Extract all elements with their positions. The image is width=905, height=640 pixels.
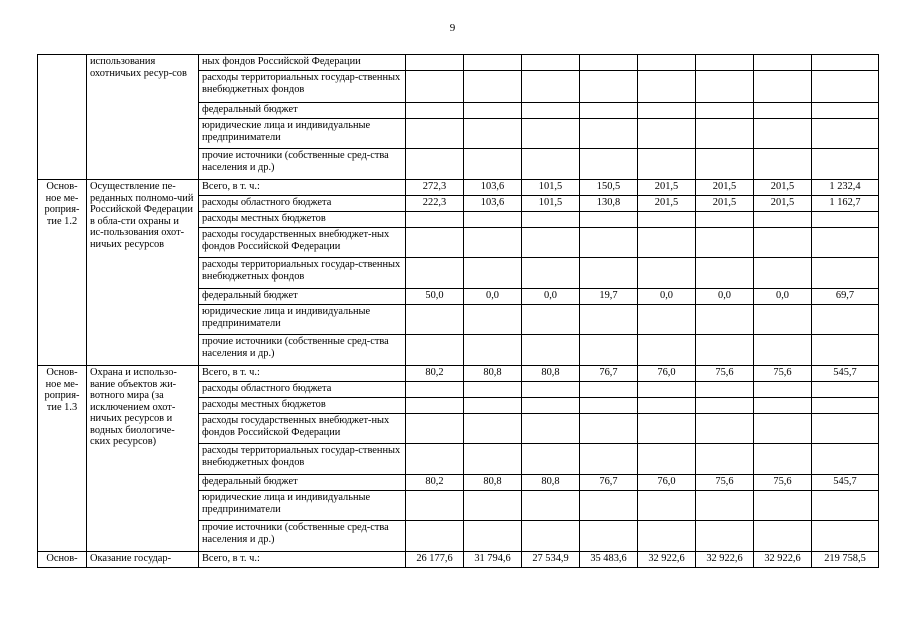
value-cell — [754, 305, 812, 335]
value-cell — [464, 398, 522, 414]
value-cell — [696, 521, 754, 552]
value-cell — [406, 119, 464, 149]
value-cell — [464, 305, 522, 335]
value-cell: 76,0 — [638, 475, 696, 491]
value-cell — [696, 414, 754, 444]
value-cell: 219 758,5 — [812, 552, 879, 568]
funding-source-label: расходы территориальных государ-ственных внебюджетных фондов — [199, 71, 406, 103]
value-cell: 201,5 — [696, 180, 754, 196]
value-cell — [812, 228, 879, 258]
value-cell: 545,7 — [812, 475, 879, 491]
value-cell — [580, 228, 638, 258]
value-cell — [464, 103, 522, 119]
activity-code-cell: Основ- — [38, 552, 87, 568]
funding-source-label: ных фондов Российской Федерации — [199, 55, 406, 71]
value-cell: 150,5 — [580, 180, 638, 196]
value-cell — [580, 305, 638, 335]
value-cell — [754, 228, 812, 258]
value-cell: 76,7 — [580, 475, 638, 491]
value-cell — [406, 382, 464, 398]
value-cell — [812, 305, 879, 335]
value-cell — [522, 119, 580, 149]
value-cell — [406, 103, 464, 119]
value-cell: 35 483,6 — [580, 552, 638, 568]
value-cell: 103,6 — [464, 180, 522, 196]
funding-source-label: прочие источники (собственные сред-ства населения и др.) — [199, 149, 406, 180]
value-cell — [464, 55, 522, 71]
value-cell — [638, 444, 696, 475]
value-cell — [638, 398, 696, 414]
value-cell — [754, 149, 812, 180]
value-cell — [464, 491, 522, 521]
table-row — [38, 366, 879, 382]
value-cell — [406, 228, 464, 258]
value-cell — [464, 382, 522, 398]
value-cell — [522, 228, 580, 258]
value-cell: 69,7 — [812, 289, 879, 305]
value-cell — [522, 521, 580, 552]
value-cell — [464, 212, 522, 228]
value-cell — [406, 55, 464, 71]
value-cell — [464, 521, 522, 552]
value-cell — [638, 414, 696, 444]
value-cell — [754, 491, 812, 521]
value-cell: 130,8 — [580, 196, 638, 212]
value-cell — [522, 149, 580, 180]
value-cell — [696, 103, 754, 119]
funding-source-label: юридические лица и индивидуальные предприниматели — [199, 305, 406, 335]
funding-source-label: расходы местных бюджетов — [199, 398, 406, 414]
value-cell: 0,0 — [696, 289, 754, 305]
value-cell: 101,5 — [522, 196, 580, 212]
funding-source-label: федеральный бюджет — [199, 289, 406, 305]
value-cell — [580, 382, 638, 398]
value-cell — [464, 335, 522, 366]
value-cell — [638, 382, 696, 398]
value-cell: 272,3 — [406, 180, 464, 196]
value-cell — [464, 119, 522, 149]
funding-source-label: расходы областного бюджета — [199, 196, 406, 212]
value-cell — [464, 149, 522, 180]
value-cell — [406, 212, 464, 228]
value-cell — [696, 382, 754, 398]
value-cell — [522, 398, 580, 414]
value-cell: 32 922,6 — [638, 552, 696, 568]
value-cell — [464, 414, 522, 444]
value-cell — [580, 212, 638, 228]
value-cell — [638, 521, 696, 552]
value-cell: 80,8 — [464, 475, 522, 491]
value-cell: 103,6 — [464, 196, 522, 212]
value-cell — [406, 71, 464, 103]
value-cell — [754, 382, 812, 398]
value-cell: 0,0 — [522, 289, 580, 305]
value-cell — [522, 103, 580, 119]
table-row — [38, 552, 879, 568]
value-cell: 80,8 — [522, 366, 580, 382]
value-cell — [580, 335, 638, 366]
value-cell — [580, 103, 638, 119]
value-cell — [580, 119, 638, 149]
value-cell: 76,0 — [638, 366, 696, 382]
value-cell: 222,3 — [406, 196, 464, 212]
value-cell — [638, 55, 696, 71]
value-cell: 101,5 — [522, 180, 580, 196]
value-cell — [812, 212, 879, 228]
value-cell — [406, 305, 464, 335]
value-cell — [464, 228, 522, 258]
value-cell — [638, 149, 696, 180]
value-cell: 201,5 — [696, 196, 754, 212]
value-cell — [754, 119, 812, 149]
funding-source-label: Всего, в т. ч.: — [199, 366, 406, 382]
funding-source-label: расходы территориальных государ-ственных внебюджетных фондов — [199, 258, 406, 289]
funding-source-label: юридические лица и индивидуальные предприниматели — [199, 491, 406, 521]
value-cell — [522, 491, 580, 521]
funding-source-label: прочие источники (собственные сред-ства населения и др.) — [199, 521, 406, 552]
value-cell — [580, 444, 638, 475]
value-cell — [580, 398, 638, 414]
page-number: 9 — [449, 22, 456, 34]
value-cell: 545,7 — [812, 366, 879, 382]
value-cell — [696, 228, 754, 258]
value-cell — [464, 258, 522, 289]
funding-source-label: Всего, в т. ч.: — [199, 552, 406, 568]
value-cell — [406, 414, 464, 444]
value-cell — [406, 258, 464, 289]
value-cell: 19,7 — [580, 289, 638, 305]
funding-source-label: расходы территориальных государ-ственных внебюджетных фондов — [199, 444, 406, 475]
value-cell — [638, 228, 696, 258]
table-row — [38, 55, 879, 71]
value-cell — [812, 491, 879, 521]
value-cell: 75,6 — [754, 475, 812, 491]
value-cell — [696, 258, 754, 289]
value-cell — [522, 55, 580, 71]
activity-code-cell: Основ-ное ме-роприя-тие 1.3 — [38, 366, 87, 552]
value-cell — [812, 103, 879, 119]
value-cell — [754, 71, 812, 103]
value-cell — [522, 335, 580, 366]
value-cell: 31 794,6 — [464, 552, 522, 568]
value-cell — [696, 149, 754, 180]
value-cell — [406, 444, 464, 475]
value-cell — [754, 521, 812, 552]
value-cell: 50,0 — [406, 289, 464, 305]
value-cell — [406, 149, 464, 180]
value-cell — [580, 414, 638, 444]
value-cell — [580, 55, 638, 71]
activity-name-cell: Охрана и использо-вание объектов жи-вотного мира (за исключением охот-ничьих ресурсов и водных биологиче-ских ресурсов) — [87, 366, 199, 552]
value-cell — [696, 71, 754, 103]
activity-name-cell: Оказание государ- — [87, 552, 199, 568]
value-cell — [638, 258, 696, 289]
value-cell — [522, 444, 580, 475]
funding-source-label: Всего, в т. ч.: — [199, 180, 406, 196]
value-cell — [406, 491, 464, 521]
value-cell — [812, 398, 879, 414]
value-cell: 80,2 — [406, 475, 464, 491]
value-cell — [522, 71, 580, 103]
value-cell — [812, 71, 879, 103]
value-cell: 75,6 — [754, 366, 812, 382]
value-cell: 80,2 — [406, 366, 464, 382]
table-row — [38, 180, 879, 196]
value-cell — [812, 119, 879, 149]
value-cell — [754, 212, 812, 228]
value-cell — [696, 305, 754, 335]
funding-source-label: прочие источники (собственные сред-ства населения и др.) — [199, 335, 406, 366]
value-cell — [754, 335, 812, 366]
value-cell — [638, 305, 696, 335]
value-cell — [812, 335, 879, 366]
value-cell: 201,5 — [754, 180, 812, 196]
value-cell: 1 162,7 — [812, 196, 879, 212]
value-cell — [754, 414, 812, 444]
value-cell — [406, 521, 464, 552]
funding-source-label: юридические лица и индивидуальные предприниматели — [199, 119, 406, 149]
value-cell — [580, 71, 638, 103]
value-cell — [638, 491, 696, 521]
value-cell — [696, 119, 754, 149]
value-cell: 1 232,4 — [812, 180, 879, 196]
value-cell — [522, 258, 580, 289]
value-cell — [812, 149, 879, 180]
value-cell: 27 534,9 — [522, 552, 580, 568]
value-cell — [812, 444, 879, 475]
value-cell — [580, 521, 638, 552]
value-cell — [580, 149, 638, 180]
value-cell: 32 922,6 — [754, 552, 812, 568]
value-cell — [754, 444, 812, 475]
value-cell — [754, 55, 812, 71]
value-cell — [754, 258, 812, 289]
value-cell: 201,5 — [754, 196, 812, 212]
value-cell — [812, 521, 879, 552]
value-cell — [638, 212, 696, 228]
value-cell — [522, 414, 580, 444]
value-cell — [638, 71, 696, 103]
value-cell: 201,5 — [638, 196, 696, 212]
value-cell: 201,5 — [638, 180, 696, 196]
funding-source-label: расходы государственных внебюджет-ных фондов Российской Федерации — [199, 228, 406, 258]
budget-table — [37, 54, 879, 568]
value-cell — [406, 335, 464, 366]
value-cell: 75,6 — [696, 475, 754, 491]
value-cell — [406, 398, 464, 414]
value-cell — [696, 398, 754, 414]
activity-code-cell: Основ-ное ме-роприя-тие 1.2 — [38, 180, 87, 366]
value-cell — [696, 335, 754, 366]
value-cell — [580, 491, 638, 521]
funding-source-label: федеральный бюджет — [199, 475, 406, 491]
value-cell: 75,6 — [696, 366, 754, 382]
funding-source-label: расходы областного бюджета — [199, 382, 406, 398]
value-cell — [696, 444, 754, 475]
value-cell — [638, 335, 696, 366]
value-cell: 80,8 — [464, 366, 522, 382]
value-cell: 32 922,6 — [696, 552, 754, 568]
value-cell — [812, 414, 879, 444]
value-cell — [812, 55, 879, 71]
value-cell — [754, 398, 812, 414]
activity-name-cell: Осуществление пе-реданных полномо-чий Российской Федерации в обла-сти охраны и ис-пользования охот-ничьих ресурсов — [87, 180, 199, 366]
funding-source-label: федеральный бюджет — [199, 103, 406, 119]
value-cell — [522, 212, 580, 228]
value-cell: 26 177,6 — [406, 552, 464, 568]
value-cell — [580, 258, 638, 289]
value-cell — [696, 212, 754, 228]
value-cell — [812, 382, 879, 398]
value-cell: 0,0 — [754, 289, 812, 305]
value-cell: 80,8 — [522, 475, 580, 491]
funding-source-label: расходы местных бюджетов — [199, 212, 406, 228]
value-cell — [696, 491, 754, 521]
value-cell — [464, 71, 522, 103]
value-cell — [522, 382, 580, 398]
value-cell: 76,7 — [580, 366, 638, 382]
value-cell — [812, 258, 879, 289]
value-cell — [696, 55, 754, 71]
value-cell: 0,0 — [464, 289, 522, 305]
value-cell — [754, 103, 812, 119]
value-cell — [522, 305, 580, 335]
activity-code-cell — [38, 55, 87, 180]
value-cell — [638, 103, 696, 119]
value-cell — [464, 444, 522, 475]
funding-source-label: расходы государственных внебюджет-ных фондов Российской Федерации — [199, 414, 406, 444]
value-cell — [638, 119, 696, 149]
activity-name-cell: использования охотничьих ресур-сов — [87, 55, 199, 180]
value-cell: 0,0 — [638, 289, 696, 305]
